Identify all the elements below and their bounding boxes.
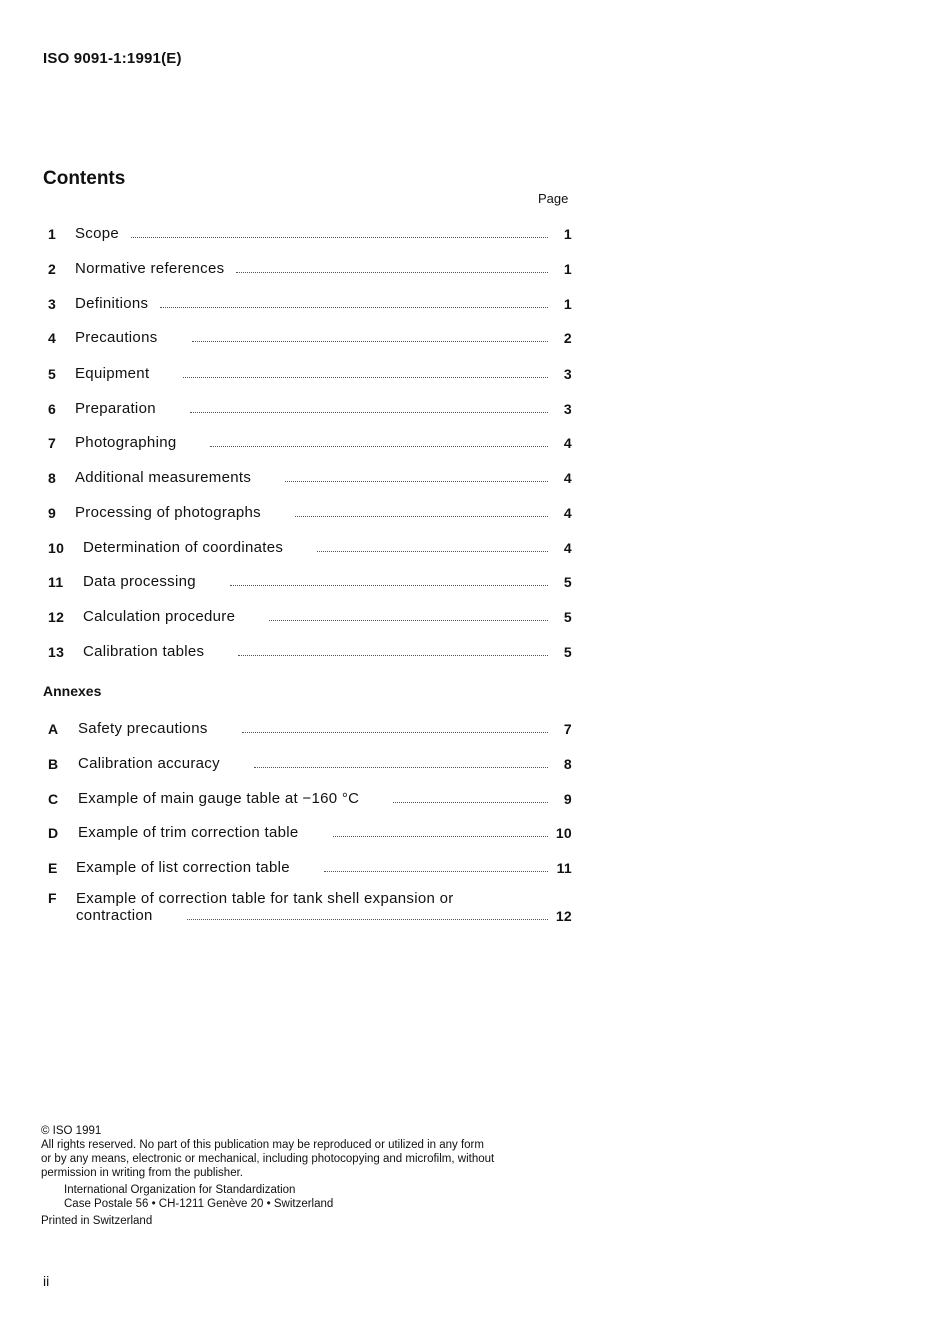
toc-title: Photographing <box>75 434 177 451</box>
org-address: Case Postale 56 • CH-1211 Genève 20 • Switzerland <box>64 1198 334 1210</box>
annex-entry-e[interactable] <box>43 856 572 876</box>
toc-title: Scope <box>75 225 120 242</box>
dot-leader <box>317 551 548 552</box>
annex-page-number: 7 <box>563 721 572 737</box>
toc-entry-preparation[interactable] <box>43 397 572 417</box>
page-number: ii <box>43 1273 50 1289</box>
toc-page-number: 3 <box>563 401 572 417</box>
dot-leader <box>295 516 548 517</box>
page-column-label: Page <box>538 191 569 206</box>
annex-page-number: 10 <box>555 825 572 841</box>
dot-leader <box>183 377 548 378</box>
toc-entry-precautions[interactable] <box>43 326 572 346</box>
copyright-line: © ISO 1991 <box>41 1125 102 1137</box>
annex-letter: E <box>48 860 58 876</box>
toc-number: 6 <box>48 401 57 417</box>
toc-entry-data-processing[interactable] <box>43 570 572 590</box>
annex-entry-c[interactable] <box>43 787 572 807</box>
toc-entry-photographing[interactable] <box>43 431 572 451</box>
annex-entry-d[interactable] <box>43 821 572 841</box>
toc-number: 5 <box>48 366 57 382</box>
toc-title: Determination of coordinates <box>83 539 284 556</box>
toc-number: 2 <box>48 261 57 277</box>
annex-letter: C <box>48 791 59 807</box>
toc-page-number: 2 <box>563 330 572 346</box>
annex-title: Example of list correction table <box>76 859 290 876</box>
annex-page-number: 9 <box>563 791 572 807</box>
dot-leader <box>236 272 548 273</box>
toc-entry-definitions[interactable] <box>43 292 572 312</box>
annex-entry-a[interactable] <box>43 717 572 737</box>
dot-leader <box>160 307 548 308</box>
contents-heading: Contents <box>43 168 126 189</box>
annexes-heading: Annexes <box>43 683 102 699</box>
toc-entry-equipment[interactable] <box>43 362 572 382</box>
toc-number: 1 <box>48 226 57 242</box>
toc-number: 8 <box>48 470 57 486</box>
dot-leader <box>333 836 548 837</box>
annex-title: Safety precautions <box>78 720 208 737</box>
toc-page-number: 5 <box>563 609 572 625</box>
dot-leader <box>285 481 548 482</box>
toc-page-number: 1 <box>563 226 572 242</box>
dot-leader <box>187 919 548 920</box>
annex-letter: A <box>48 721 59 737</box>
dot-leader <box>210 446 548 447</box>
document-id: ISO 9091-1:1991(E) <box>43 50 182 67</box>
toc-title: Data processing <box>83 573 196 590</box>
toc-number: 4 <box>48 330 57 346</box>
toc-page-number: 3 <box>563 366 572 382</box>
annex-letter: B <box>48 756 59 772</box>
rights-line-1: All rights reserved. No part of this publication may be reproduced or utilized in any form <box>41 1139 484 1151</box>
toc-entry-calibration-tables[interactable] <box>43 640 572 660</box>
toc-title: Equipment <box>75 365 150 382</box>
dot-leader <box>393 802 548 803</box>
annex-title-line2: contraction <box>76 907 153 924</box>
dot-leader <box>190 412 548 413</box>
dot-leader <box>131 237 548 238</box>
dot-leader <box>192 341 548 342</box>
toc-title: Calibration tables <box>83 643 205 660</box>
toc-number: 3 <box>48 296 57 312</box>
toc-entry-calculation-procedure[interactable] <box>43 605 572 625</box>
annex-page-number: 8 <box>563 756 572 772</box>
org-name: International Organization for Standardization <box>64 1184 296 1196</box>
toc-page-number: 4 <box>563 470 572 486</box>
toc-page-number: 4 <box>563 505 572 521</box>
annex-page-number: 12 <box>555 908 572 924</box>
toc-number: 13 <box>48 644 65 660</box>
toc-title: Definitions <box>75 295 149 312</box>
toc-number: 7 <box>48 435 57 451</box>
toc-title: Calculation procedure <box>83 608 236 625</box>
toc-page-number: 4 <box>563 435 572 451</box>
toc-number: 10 <box>48 540 65 556</box>
toc-page-number: 1 <box>563 261 572 277</box>
annex-letter: F <box>48 890 57 906</box>
printed-in: Printed in Switzerland <box>41 1215 153 1227</box>
toc-title: Normative references <box>75 260 225 277</box>
annex-page-number: 11 <box>556 860 572 876</box>
dot-leader <box>269 620 548 621</box>
toc-title: Additional measurements <box>75 469 252 486</box>
rights-line-2: or by any means, electronic or mechanical, including photocopying and microfilm, without <box>41 1153 495 1165</box>
toc-title: Processing of photographs <box>75 504 261 521</box>
toc-entry-processing-of-photographs[interactable] <box>43 501 572 521</box>
annex-entry-b[interactable] <box>43 752 572 772</box>
annex-title: Calibration accuracy <box>78 755 220 772</box>
toc-entry-scope[interactable] <box>43 222 572 242</box>
annex-entry-f[interactable] <box>43 890 572 924</box>
annex-title: Example of trim correction table <box>78 824 299 841</box>
dot-leader <box>324 871 548 872</box>
toc-number: 9 <box>48 505 57 521</box>
dot-leader <box>254 767 548 768</box>
toc-number: 11 <box>48 574 64 590</box>
toc-number: 12 <box>48 609 65 625</box>
annex-title-line1: Example of correction table for tank shell expansion or <box>76 890 454 907</box>
toc-page-number: 1 <box>563 296 572 312</box>
annex-title: Example of main gauge table at −160 °C <box>78 790 360 807</box>
toc-entry-normative-references[interactable] <box>43 257 572 277</box>
toc-entry-additional-measurements[interactable] <box>43 466 572 486</box>
rights-line-3: permission in writing from the publisher. <box>41 1167 243 1179</box>
toc-title: Preparation <box>75 400 156 417</box>
dot-leader <box>242 732 548 733</box>
toc-entry-determination-of-coordinates[interactable] <box>43 536 572 556</box>
dot-leader <box>230 585 548 586</box>
toc-page-number: 5 <box>563 644 572 660</box>
toc-title: Precautions <box>75 329 158 346</box>
toc-page-number: 4 <box>563 540 572 556</box>
dot-leader <box>238 655 548 656</box>
toc-page-number: 5 <box>563 574 572 590</box>
annex-letter: D <box>48 825 59 841</box>
